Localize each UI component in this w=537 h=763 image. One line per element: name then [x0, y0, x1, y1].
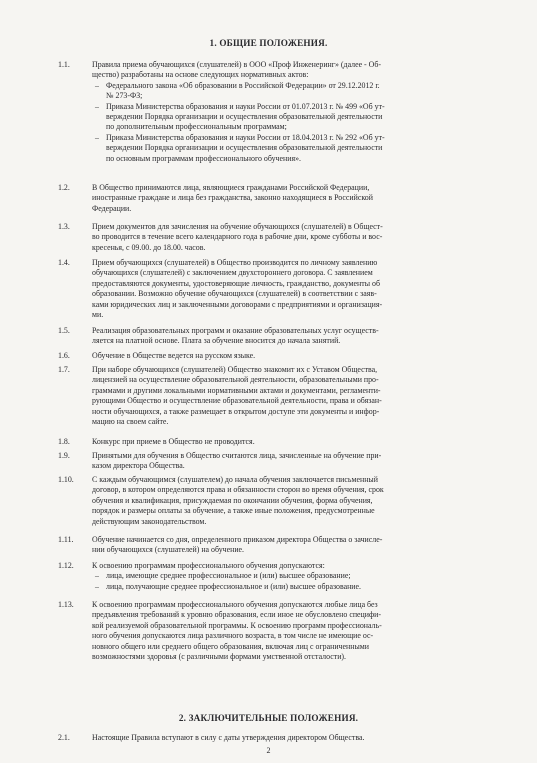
clause-number: 2.1.	[58, 733, 70, 742]
text-line: При наборе обучающихся (слушателей) Общество знакомит их с Уставом Общества,	[92, 365, 378, 374]
text-line: граммами и другими локальными нормативными актами и документами, регламенти-	[92, 385, 381, 395]
list-item	[92, 102, 476, 133]
clause-text	[92, 475, 476, 527]
text-line: – Приказа Министерства образования и науки России от 18.04.2013 г. № 292 «Об ут-	[106, 132, 385, 142]
text-line: договор, в котором определяются права и обязанности сторон во время обучения, срок	[92, 485, 384, 495]
text-line: Прием документов для зачисления на обучение обучающихся (слушателей) в Общест-	[92, 222, 383, 231]
list-item	[92, 571, 476, 581]
list-item	[92, 81, 476, 102]
clause-number: 1.6.	[58, 351, 70, 360]
clause-number: 1.9.	[58, 451, 70, 460]
text-line: щество) разработаны на основе следующих нормативных актов:	[92, 70, 309, 80]
text-line: Федерации.	[92, 203, 132, 213]
text-line: по основным программам профессионального обучения».	[106, 153, 301, 163]
section-1-heading: 1. ОБЩИЕ ПОЛОЖЕНИЯ.	[209, 38, 328, 48]
list-item	[92, 133, 476, 164]
text-line: ности обучающихся, а также размещает в открытом доступе эти документы и инфор-	[92, 406, 380, 416]
text-line: С каждым обучающимся (слушателем) до начала обучения заключается письменный	[92, 475, 378, 484]
text-line: Принятыми для обучения в Общество считаются лица, зачисленные на обучение при-	[92, 451, 382, 460]
text-line: казом директора Общества.	[92, 461, 185, 471]
clause-number: 1.12.	[58, 561, 74, 570]
list-item	[92, 582, 476, 592]
text-line: ляется на платной основе. Плата за обучение вносится до начала занятий.	[92, 336, 341, 346]
text-line: обучающихся (слушателей) с заключением двухстороннего договора. С заявлением	[92, 268, 373, 278]
text-line: К освоению программам профессионального обучения допускаются любые лица без	[92, 600, 378, 609]
text-line: кой реализуемой образовательной программы. К освоению программ профессиональ-	[92, 620, 382, 630]
text-line: предъявления требований к уровню образования, если иное не обусловлено специфи-	[92, 610, 381, 620]
text-line: Прием обучающихся (слушателей) в Общество производится по личному заявлению	[92, 258, 378, 267]
text-line: Правила приема обучающихся (слушателей) в ООО «Проф Инженеринг» (далее - Об-	[92, 60, 382, 69]
section-2-heading: 2. ЗАКЛЮЧИТЕЛЬНЫЕ ПОЛОЖЕНИЯ.	[178, 713, 359, 723]
text-line: верждении Порядка организации и осуществления образовательной деятельности	[106, 143, 383, 153]
clause-number: 1.2.	[58, 183, 70, 192]
text-line: во проводится в течение всего календарного года в рабочие дни, кроме субботы и вос-	[92, 232, 383, 242]
text-line: предоставляются документы, удостоверяющие личность, гражданство, документы об	[92, 278, 380, 288]
clause-number: 1.13.	[58, 600, 74, 609]
text-line: ками юридических лиц и заключенными договорами с предприятиями и организация-	[92, 299, 383, 309]
clause-number: 1.3.	[58, 222, 70, 231]
text-line: Конкурс при приеме в Общество не проводится.	[92, 437, 255, 446]
text-line: – лица, получающие среднее профессиональное и (или) высшее образование.	[106, 581, 362, 591]
text-line: ми.	[92, 310, 104, 320]
clause-number: 1.5.	[58, 326, 70, 335]
text-line: ного обучения допускаются лица различного возраста, в том числе не имеющие ос-	[92, 631, 374, 641]
clause-number: 1.1.	[58, 60, 70, 69]
clause-text	[92, 561, 476, 592]
text-line: Реализация образовательных программ и оказание образовательных услуг осуществ-	[92, 326, 379, 335]
text-line: мацию на своем сайте.	[92, 417, 169, 427]
clause-text	[92, 365, 476, 427]
text-line: Обучение в Обществе ведется на русском языке.	[92, 351, 256, 360]
text-line: В Общество принимаются лица, являющиеся гражданами Российской Федерации,	[92, 183, 370, 192]
clause-text	[92, 60, 476, 164]
text-line: Настоящие Правила вступают в силу с даты утверждения директором Общества.	[92, 733, 365, 742]
text-line: верждении Порядка организации и осуществления образовательной деятельности	[106, 112, 383, 122]
clause-text	[92, 326, 476, 347]
text-line: иностранные граждане и лица без гражданства, законно находящиеся в Российской	[92, 193, 373, 203]
page-number: 2	[266, 746, 271, 755]
text-line: возможностями здоровья (с различными формами умственной отсталости).	[92, 652, 347, 662]
clause-text	[92, 437, 476, 447]
text-line: нии обучающихся (слушателей) на обучение.	[92, 545, 245, 555]
clause-text	[92, 183, 476, 214]
text-line: образовании. Возможно обучение обучающихся (слушателей) в соответствии с заяв-	[92, 289, 377, 299]
text-line: действующим законодательством.	[92, 516, 207, 526]
text-line: по дополнительным профессиональным программам;	[106, 122, 287, 132]
text-line: кресенья, с 09.00. до 18.00. часов.	[92, 242, 206, 252]
clause-number: 1.11.	[58, 535, 74, 544]
clause-number: 1.10.	[58, 475, 74, 484]
text-line: – лица, имеющие среднее профессиональное и (или) высшее образование;	[106, 571, 351, 581]
text-line: новного общего или среднего общего образования, включая лиц с ограниченными	[92, 641, 369, 651]
text-line: рующими Общество и осуществление образовательной деятельности, права и обязан-	[92, 396, 382, 406]
clause-text	[92, 222, 476, 253]
text-line: обучения и квалификация, присуждаемая по окончании обучения, форма обучения,	[92, 495, 373, 505]
text-line: Обучение начинается со дня, определенного приказом директора Общества о зачисле-	[92, 535, 383, 544]
clause-text	[92, 600, 476, 662]
clause-text	[92, 451, 476, 472]
clause-text	[92, 351, 476, 361]
text-line: № 273-ФЗ;	[106, 91, 143, 101]
clause-number: 1.4.	[58, 258, 70, 267]
clause-text	[92, 535, 476, 556]
text-line: порядок и размеры оплаты за обучение, а также иные положения, предусмотренные	[92, 506, 375, 516]
text-line: лицензией на осуществление образовательной деятельности, образовательными про-	[92, 375, 379, 385]
text-line: К освоению программам профессионального обучения допускаются:	[92, 561, 325, 570]
text-line: – Федерального закона «Об образовании в Российской Федерации» от 29.12.2012 г.	[106, 80, 380, 90]
clause-number: 1.8.	[58, 437, 70, 446]
text-line: – Приказа Министерства образования и науки России от 01.07.2013 г. № 499 «Об ут-	[106, 101, 385, 111]
clause-text	[92, 733, 476, 743]
clause-number: 1.7.	[58, 365, 70, 374]
clause-text	[92, 258, 476, 320]
